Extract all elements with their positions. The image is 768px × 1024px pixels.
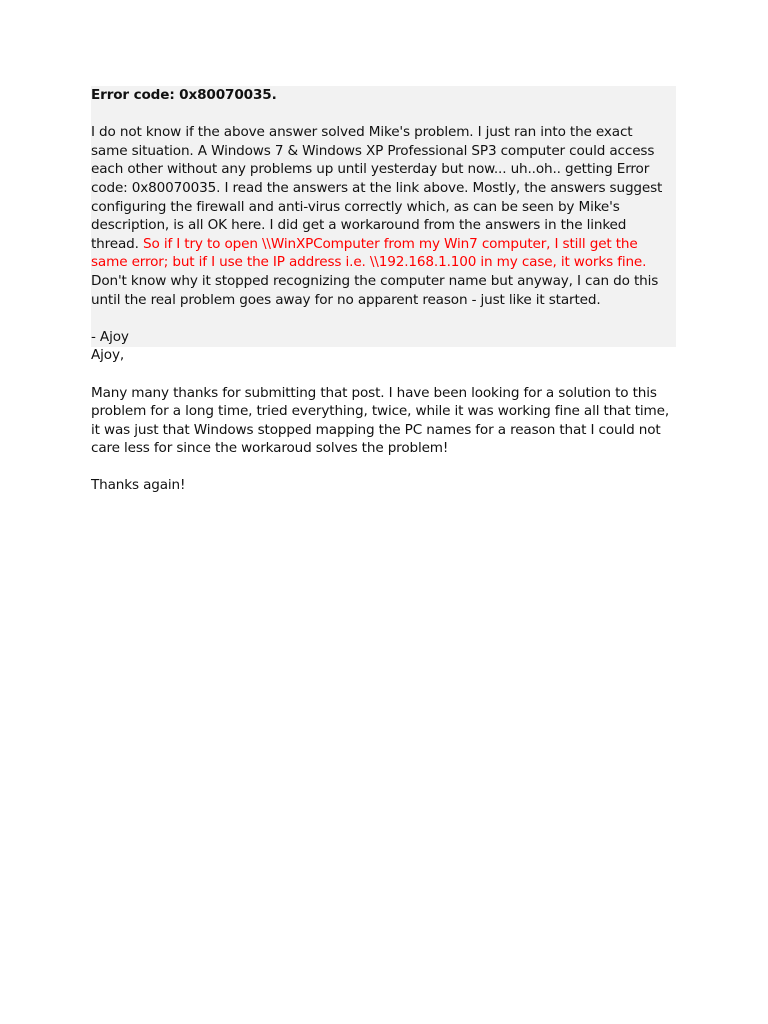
spacer [91,458,673,477]
highlighted-workaround-text: So if I try to open \\WinXPComputer from my Win7 computer, I still get the same error; but if I use the IP address i.e. \\192.168.1.100 in my case, it works fine. [91,235,647,271]
quoted-paragraph-main: I do not know if the above answer solved Mike's problem. I just ran into the exact same situation. A Windows 7 & Windows XP Professional SP3 computer could access each other without any problems up until yesterday but now... uh..oh.. getting Error code: 0x80070035. I read the answers at the link above. Mostly, the answers suggest configuring the firewall and anti-virus correctly which, as can be seen by Mike's description, is all OK here. I did get a workaround from the answers in the linked thread. [91,124,663,252]
reply-body: Many many thanks for submitting that post. I have been looking for a solution to this problem for a long time, tried everything, twice, while it was working fine all that time, it was just that Windows stopped mapping the PC names for a reason that I could not care less for since the workaroud solves the problem! [91,384,669,457]
quote-signature: - Ajoy [91,328,129,345]
quoted-paragraph [91,123,673,309]
reply-greeting: Ajoy, [91,347,125,364]
spacer [91,365,673,384]
error-code-heading: Error code: 0x80070035. [91,87,277,103]
message-text-column [91,86,673,495]
quoted-paragraph-tail: Don't know why it stopped recognizing the computer name but anyway, I can do this until the real problem goes away for no apparent reason - just like it started. [91,272,659,308]
spacer [91,105,673,124]
spacer [91,309,673,328]
reply-closing: Thanks again! [91,477,186,494]
